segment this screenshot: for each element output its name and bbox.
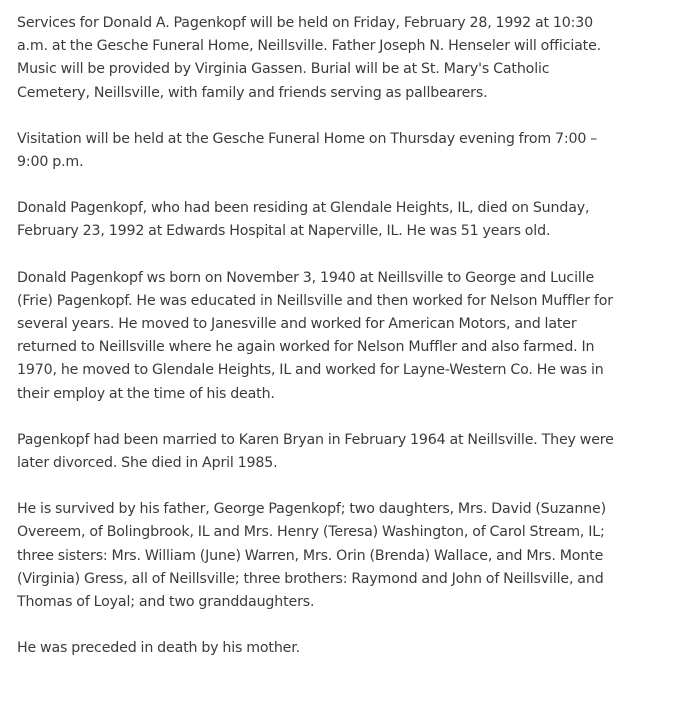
visitation-paragraph: Visitation will be held at the Gesche Funeral Home on Thursday evening from 7:00 – 9:00 p.m.: [17, 130, 598, 171]
death-paragraph: Donald Pagenkopf, who had been residing at Glendale Heights, IL, died on Sunday, February 23, 1992 at Edwards Hospital at Naperville, IL. He was 51 years old.: [17, 200, 590, 240]
survivors-paragraph: He is survived by his father, George Pagenkopf; two daughters, Mrs. David (Suzanne) Overeem, of Bolingbrook, IL and Mrs. Henry (Teresa) Washington, of Carol Stream, IL; three sisters: Mrs. William (June) Warren, Mrs. Orin (Brenda) Wallace, and Mrs. Monte (Virginia) Gress, all of Neillsville; three brothers: Raymond and John of Neillsville, and Thomas of Loyal; and two granddaughters.: [17, 501, 606, 611]
biography-paragraph: Donald Pagenkopf ws born on November 3, 1940 at Neillsville to George and Lucille (Frie) Pagenkopf. He was educated in Neillsville and then worked for Nelson Muffler for several years. He moved to Janesville and worked for American Motors, and later returned to Neillsville where he again worked for Nelson Muffler and also farmed. In 1970, he moved to Glendale Heights, IL and worked for Layne-Western Co. He was in their employ at the time of his death.: [17, 269, 613, 402]
obituary-article: [17, 12, 617, 683]
preceded-paragraph: He was preceded in death by his mother.: [17, 640, 300, 657]
services-paragraph: Services for Donald A. Pagenkopf will be held on Friday, February 28, 1992 at 10:30 a.m. at the Gesche Funeral Home, Neillsville. Father Joseph N. Henseler will officiate. Music will be provided by Virginia Gassen. Burial will be at St. Mary's Catholic Cemetery, Neillsville, with family and friends serving as pallbearers.: [17, 15, 602, 101]
marriage-paragraph: Pagenkopf had been married to Karen Bryan in February 1964 at Neillsville. They were later divorced. She died in April 1985.: [17, 431, 614, 472]
